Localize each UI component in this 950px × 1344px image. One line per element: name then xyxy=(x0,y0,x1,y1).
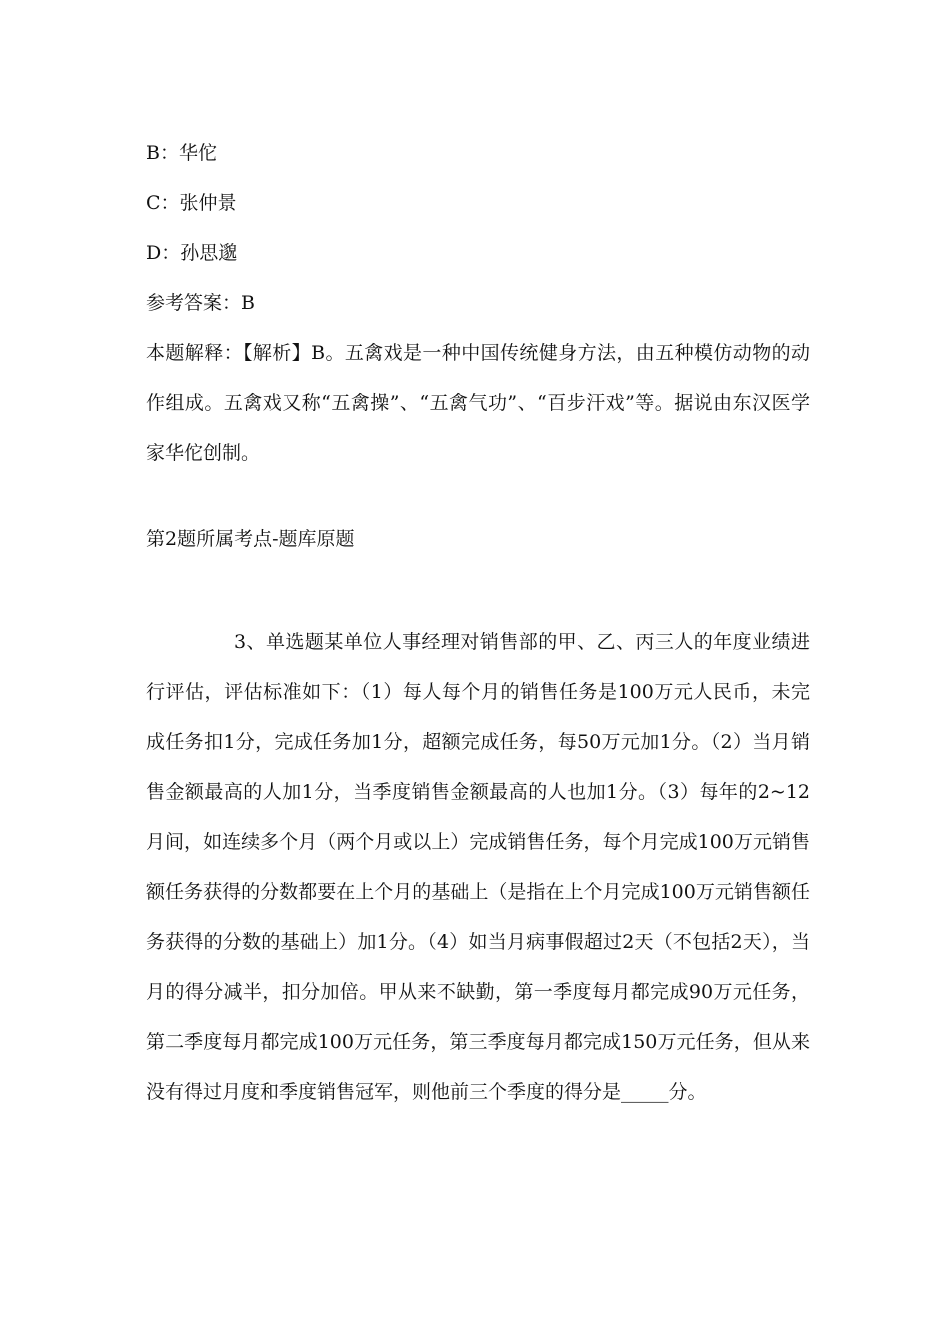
reference-answer: 参考答案：B xyxy=(146,292,255,314)
section-title: 第2题所属考点-题库原题 xyxy=(146,528,355,550)
option-c: C：张仲景 xyxy=(146,192,237,214)
option-b: B：华佗 xyxy=(146,142,217,164)
option-d: D：孙思邈 xyxy=(146,242,238,264)
question-text: 3、单选题某单位人事经理对销售部的甲、乙、丙三人的年度业绩进行评估，评估标准如下：（1）每人每个月的销售任务是100万元人民币，未完成任务扣1分，完成任务加1分，超额完成任务，每50万元加1分。（2）当月销售金额最高的人加1分，当季度销售金额最高的人也加1分。（3）每年的2~12月间，如连续多个月（两个月或以上）完成销售任务，每个月完成100万元销售额任务获得的分数都要在上个月的基础上（是指在上个月完成100万元销售额任务获得的分数的基础上）加1分。（4）如当月病事假超过2天（不包括2天），当月的得分减半，扣分加倍。甲从来不缺勤，第一季度每月都完成90万元任务，第二季度每月都完成100万元任务，第三季度每月都完成150万元任务，但从来没有得过月度和季度销售冠军，则他前三个季度的得分是_____分。 xyxy=(146,631,810,1103)
answer-explanation: 本题解释：【解析】B。五禽戏是一种中国传统健身方法，由五种模仿动物的动作组成。五禽戏又称“五禽操”、“五禽气功”、“百步汗戏”等。据说由东汉医学家华佗创制。 xyxy=(146,342,810,464)
document-content xyxy=(146,128,810,1117)
